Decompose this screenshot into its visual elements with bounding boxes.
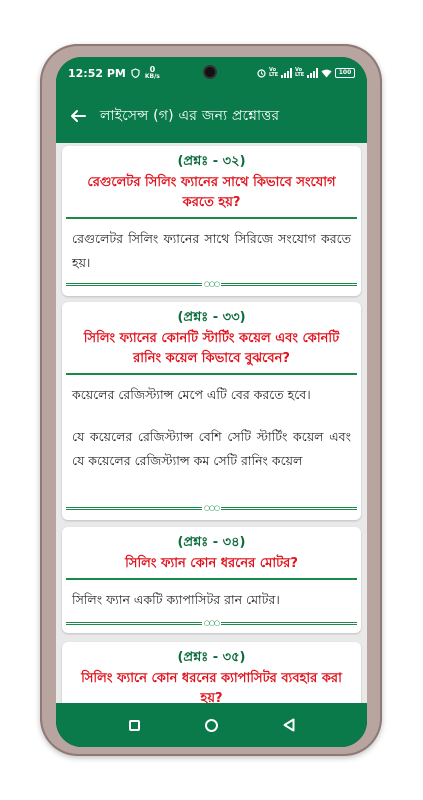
screen	[56, 57, 367, 747]
question-number: (প্রশ্নঃ - ৩৫)	[177, 650, 246, 665]
question-text: সিলিং ফ্যানে কোন ধরনের ক্যাপাসিটর ব্যবহার করা হয়?	[81, 671, 342, 703]
battery-icon: 100	[335, 68, 355, 78]
alarm-icon	[257, 68, 266, 78]
card-divider: ○○○	[66, 280, 357, 288]
qa-card	[62, 527, 361, 633]
status-left	[68, 66, 160, 80]
qa-card	[62, 146, 361, 296]
network-speed-value: 0	[149, 65, 156, 74]
volte-badge-1: Vo LTE	[269, 67, 279, 78]
system-nav-bar	[56, 703, 367, 747]
answer-paragraph: যে কয়েলের রেজিস্ট্যান্স বেশি সেটি স্টার্টিং কয়েল এবং যে কয়েলের রেজিস্ট্যান্স কম সেটি রানিং কয়েল	[72, 429, 351, 468]
app-bar	[56, 89, 367, 143]
answer-paragraph: রেগুলেটর সিলিং ফ্যানের সাথে সিরিজে সংযোগ করতে হয়।	[72, 231, 351, 270]
square-icon	[129, 720, 140, 731]
home-button[interactable]	[197, 710, 227, 740]
network-speed	[145, 66, 160, 80]
qa-list[interactable]	[56, 143, 367, 703]
qa-card	[62, 302, 361, 520]
system-back-button[interactable]	[274, 710, 304, 740]
signal-icon-2	[307, 68, 318, 78]
card-divider: ○○○	[66, 504, 357, 512]
answer-text	[62, 580, 361, 616]
status-time: 12:52 PM	[68, 66, 126, 80]
camera-hole	[203, 65, 217, 79]
circle-icon	[205, 719, 218, 732]
qa-card	[62, 642, 361, 703]
triangle-back-icon	[283, 718, 295, 732]
status-bar	[56, 57, 367, 89]
card-divider: ○○○	[66, 619, 357, 627]
answer-paragraph: কয়েলের রেজিস্ট্যান্স মেপে এটি বের করতে হবে।	[72, 387, 311, 402]
page-title: লাইসেন্স (গ) এর জন্য প্রশ্নোত্তর	[100, 108, 280, 124]
answer-text	[62, 219, 361, 279]
back-button[interactable]	[56, 89, 100, 143]
wifi-icon	[321, 69, 332, 78]
question-text: সিলিং ফ্যান কোন ধরনের মোটর?	[125, 556, 298, 571]
answer-paragraph: সিলিং ফ্যান একটি ক্যাপাসিটর রান মোটর।	[72, 592, 280, 607]
security-icon	[131, 68, 140, 78]
answer-text	[62, 375, 361, 477]
question-number: (প্রশ্নঃ - ৩৩)	[177, 310, 246, 325]
status-right	[257, 68, 355, 78]
question-text: রেগুলেটর সিলিং ফ্যানের সাথে কিভাবে সংযোগ করতে হয়?	[87, 175, 336, 210]
question-text: সিলিং ফ্যানের কোনটি স্টার্টিং কয়েল এবং কোনটি রানিং কয়েল কিভাবে বুঝবেন?	[83, 331, 340, 366]
network-speed-unit: KB/s	[144, 73, 160, 80]
signal-icon-1	[281, 68, 292, 78]
recent-apps-button[interactable]	[120, 710, 150, 740]
question-number: (প্রশ্নঃ - ৩৪)	[177, 535, 246, 550]
arrow-left-icon	[70, 108, 86, 124]
volte-badge-2: Vo LTE	[295, 67, 305, 78]
question-number: (প্রশ্নঃ - ৩২)	[177, 154, 246, 169]
